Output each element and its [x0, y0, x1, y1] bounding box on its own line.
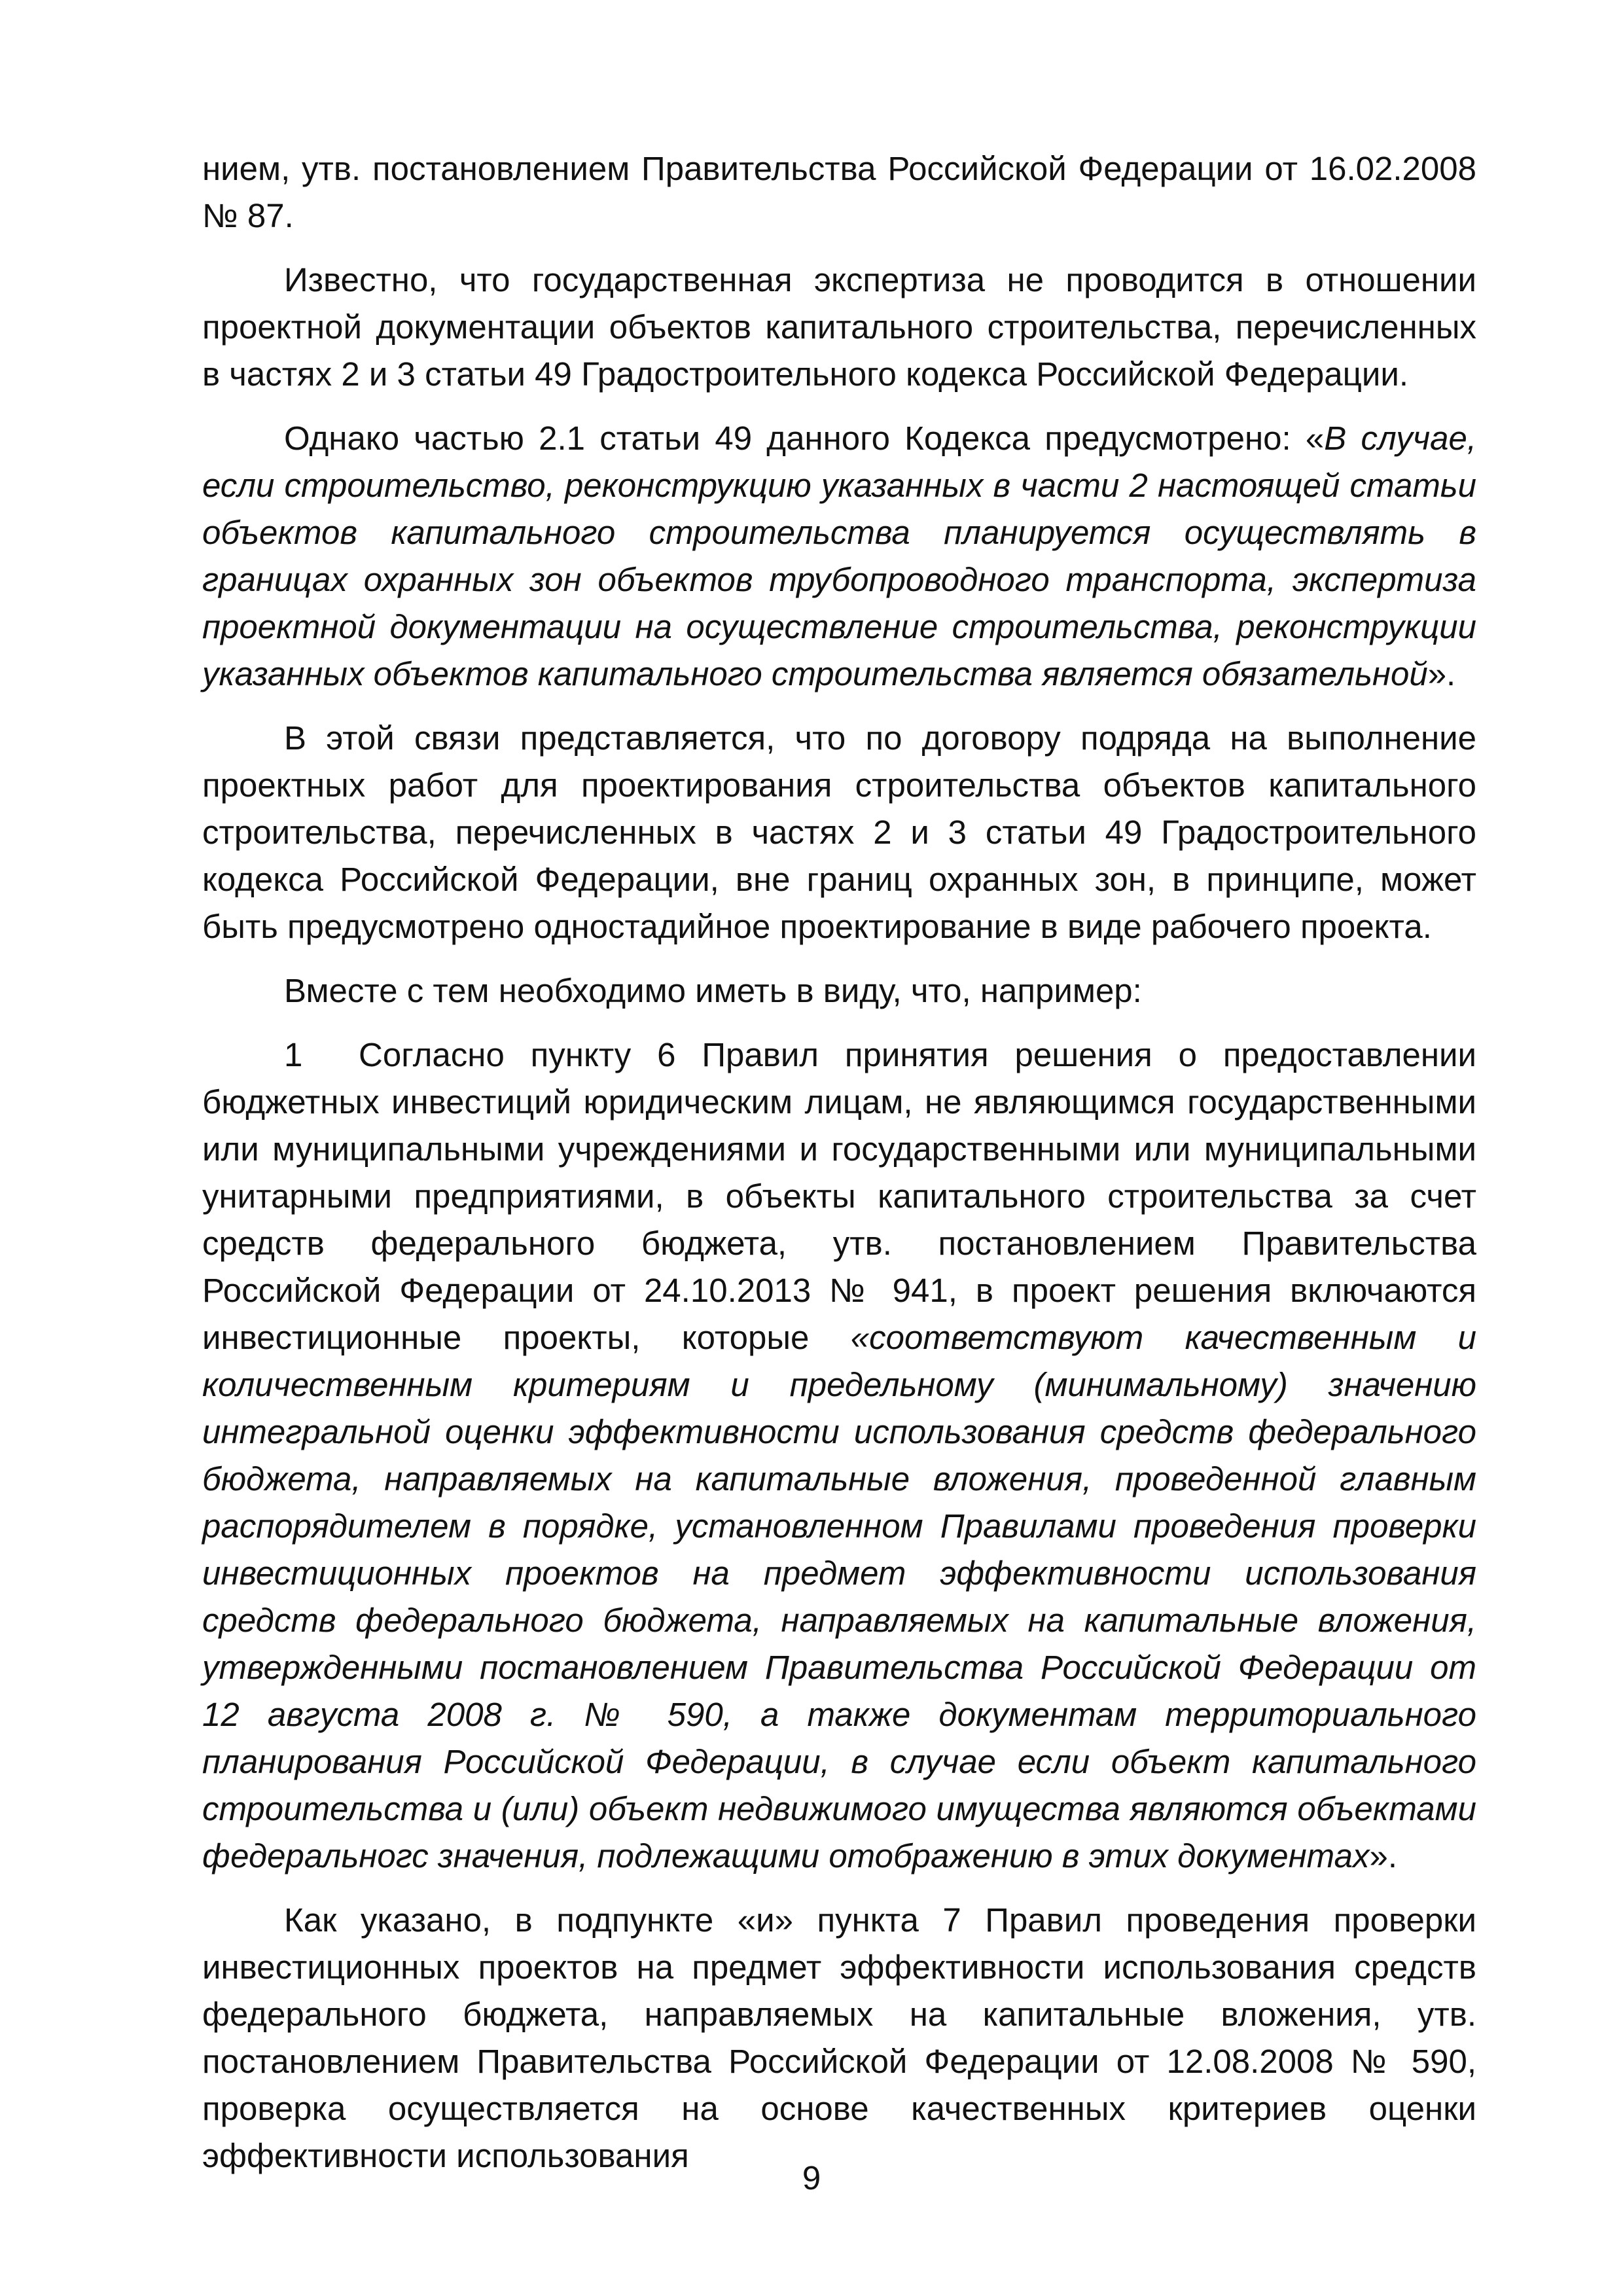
paragraph-text: Вместе с тем необходимо иметь в виду, что, например:	[284, 972, 1142, 1009]
quoted-law-text: «соответствуют качественным и количественным критериям и предельному (минимальному) значению интегральной оценки эффективности использования средств федерального бюджета, направляемых на капитальные вложения, проведенной главным распорядителем в порядке, установленном Правилами проведения проверки инвестиционных проектов на предмет эффективности использования средств федерального бюджета, направляемых на капитальные вложения, утвержденными постановлением Правительства Российской Федерации от 12 августа 2008 г. № 590, а также документам территориального планирования Российской Федерации, в случае если объект капитального строительства и (или) объект недвижимого имущества являются объектами федеральногс значения, подлежащими отображению в этих документах	[202, 1319, 1476, 1874]
closing-quote: ».	[1369, 1837, 1398, 1874]
paragraph-text: нием, утв. постановлением Правительства Российской Федерации от 16.02.2008 № 87.	[202, 150, 1476, 234]
paragraph-continuation	[202, 145, 1476, 240]
paragraph-text: Как указано, в подпункте «и» пункта 7 Правил проведения проверки инвестиционных проектов на предмет эффективности использования средств федерального бюджета, направляемых на капитальные вложения, утв. постановлением Правительства Российской Федерации от 12.08.2008 № 590, проверка осуществляется на основе качественных критериев оценки эффективности использования	[202, 1901, 1476, 2174]
document-body	[202, 145, 1476, 2179]
list-item-1	[202, 1031, 1476, 1880]
paragraph-text: Известно, что государственная экспертиза не проводится в отношении проектной документации объектов капитального строительства, перечисленных в частях 2 и 3 статьи 49 Градостроительного кодекса Российской Федерации.	[202, 261, 1476, 393]
paragraph-rules-item-i	[202, 1897, 1476, 2179]
paragraph-text: Однако частью 2.1 статьи 49 данного Кодекса предусмотрено: «	[284, 420, 1325, 457]
page-number: 9	[802, 2159, 821, 2197]
quoted-law-text: В случае, если строительство, реконструкцию указанных в части 2 настоящей статьи объектов капитального строительства планируется осуществлять в границах охранных зон объектов трубопроводного транспорта, экспертиза проектной документации на осуществление строительства, реконструкции указанных объектов капитального строительства является обязательной	[202, 420, 1476, 692]
paragraph-state-expertise	[202, 257, 1476, 398]
list-item-number: 1	[284, 1036, 303, 1073]
paragraph-conclusion	[202, 715, 1476, 950]
paragraph-text: В этой связи представляется, что по договору подряда на выполнение проектных работ для проектирования строительства объектов капитального строительства, перечисленных в частях 2 и 3 статьи 49 Градостроительного кодекса Российской Федерации, вне границ охранных зон, в принципе, может быть предусмотрено одностадийное проектирование в виде рабочего проекта.	[202, 719, 1476, 945]
paragraph-text: Согласно пункту 6 Правил принятия решения о предоставлении бюджетных инвестиций юридическим лицам, не являющимся государственными или муниципальными учреждениями и государственными или муниципальными унитарными предприятиями, в объекты капитального строительства за счет средств федерального бюджета, утв. постановлением Правительства Российской Федерации от 24.10.2013 № 941, в проект решения включаются инвестиционные проекты, которые	[202, 1036, 1476, 1356]
closing-quote: ».	[1427, 655, 1456, 692]
paragraph-example-intro	[202, 967, 1476, 1014]
paragraph-article-49-quote	[202, 415, 1476, 698]
